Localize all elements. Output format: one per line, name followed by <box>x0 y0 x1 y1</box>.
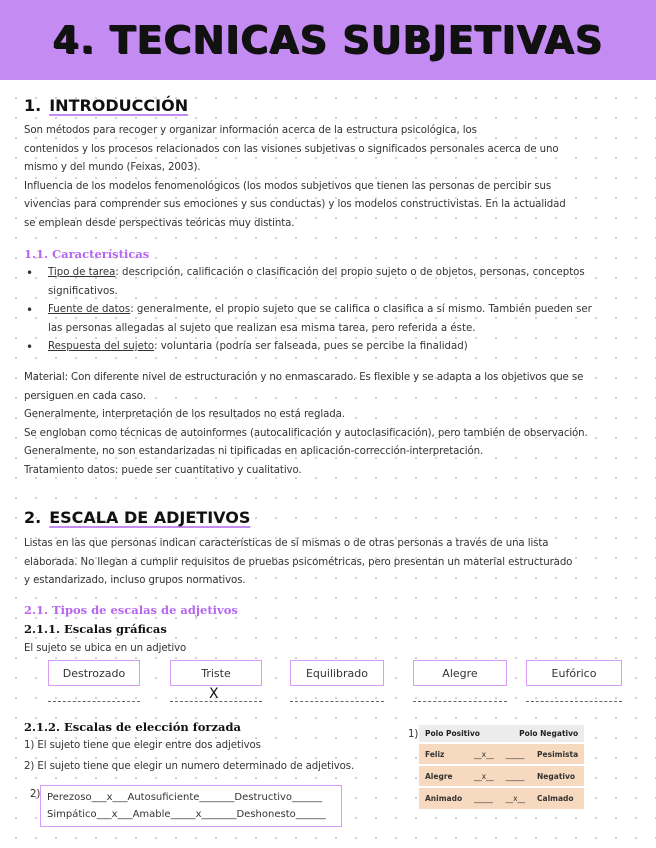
text-line: Generalmente, no son estandarizadas ni tipificadas en aplicación-corrección-interpretación. <box>24 446 484 457</box>
forzada-item: 1) El sujeto tiene que elegir entre dos adjetivos <box>24 740 261 751</box>
table-number: 1) <box>408 729 419 740</box>
table-cell: __x__ <box>468 743 499 765</box>
table-cell: _____ <box>500 743 531 765</box>
forced-choice-row: Simpático___x___Amable_____x_______Deshonesto______ <box>47 809 326 820</box>
section-title: ESCALA DE ADJETIVOS <box>49 508 251 527</box>
section-heading-introduccion <box>24 96 188 115</box>
text-line: persiguen en cada caso. <box>24 390 146 402</box>
heading-escalas-graficas: 2.1.1. Escalas gráficas <box>24 622 167 636</box>
characteristics-list <box>22 264 634 357</box>
adjective-box: Eufórico <box>526 660 622 686</box>
answer-line <box>526 701 622 702</box>
answer-line <box>290 701 384 702</box>
title-banner <box>0 0 656 80</box>
text-line: vivencias para comprender sus emociones y sus conductas) y los modelos constructivistas. En la actualidad <box>24 199 566 210</box>
bullet-term: Fuente de datos <box>48 304 131 315</box>
section-heading-escala <box>24 508 250 527</box>
text-line: se emplean desde perspectivas teóricas muy distinta. <box>24 217 295 229</box>
text-line: contenidos y los procesos relacionados con las visiones subjetivas o significados personales acerca de uno <box>24 143 559 155</box>
text-line: Son métodos para recoger y organizar información acerca de la estructura psicológica, los <box>24 125 477 136</box>
text-line: Generalmente, interpretación de los resultados no está reglada. <box>24 409 345 420</box>
adjective-box: Equilibrado <box>290 660 384 686</box>
section-number: 1. <box>24 96 42 115</box>
table-cell: Alegre <box>419 765 468 787</box>
bullet-text: : voluntaria (podría ser falseada, pues se percibe la finalidad) <box>154 341 468 352</box>
material-paragraph <box>24 369 636 480</box>
table-header-row <box>419 725 584 743</box>
bullet-text: : descripción, calificación o clasificación del propio sujeto o de objetos, personas, conceptos <box>115 267 585 278</box>
text-line: Listas en las que personas indican características de sí mismas o de otras personas a través de una lista <box>24 538 549 549</box>
answer-line <box>48 701 140 702</box>
text-line: y estandarizado, incluso grupos normativos. <box>24 575 246 586</box>
graficas-description: El sujeto se ubica en un adjetivo <box>24 643 187 654</box>
list-item <box>22 338 634 357</box>
text-line: mismo y del mundo (Feixas, 2003). <box>24 162 201 173</box>
table-cell: Negativo <box>531 765 584 787</box>
adjective-box: Alegre <box>413 660 507 686</box>
escala-paragraph <box>24 535 636 591</box>
box-number: 2) <box>30 789 41 800</box>
bullet-text-cont: significativos. <box>48 285 118 297</box>
header-cell: Polo Negativo <box>500 725 585 743</box>
text-line: Influencia de los modelos fenomenológicos (los modos subjetivos que tienen las personas de percibir sus <box>24 180 552 192</box>
section-title: INTRODUCCIÓN <box>49 96 189 115</box>
answer-line <box>413 701 507 702</box>
forced-choice-row: Perezoso___x___Autosuficiente_______Destructivo______ <box>47 792 323 803</box>
table-cell: _____ <box>468 787 499 809</box>
subsection-heading-caracteristicas: 1.1. Características <box>24 247 150 261</box>
intro-paragraph <box>24 122 634 233</box>
section-number: 2. <box>24 508 42 527</box>
table-cell: _____ <box>500 765 531 787</box>
adjective-box: Destrozado <box>48 660 140 686</box>
heading-eleccion-forzada: 2.1.2. Escalas de elección forzada <box>24 720 241 734</box>
table-cell: __x__ <box>468 765 499 787</box>
text-line: elaborada. No llegan a cumplir requisitos de pruebas psicométricas, pero presentan un material estructurado <box>24 556 573 568</box>
table-row <box>419 743 584 765</box>
table-cell: Animado <box>419 787 468 809</box>
forzada-item: 2) El sujeto tiene que elegir un numero determinado de adjetivos. <box>24 761 355 772</box>
table-cell: Calmado <box>531 787 584 809</box>
page-title: 4. TECNICAS SUBJETIVAS <box>52 18 604 62</box>
subsection-heading-tipos: 2.1. Tipos de escalas de adjetivos <box>24 603 238 617</box>
selection-mark: X <box>209 686 219 702</box>
table-row <box>419 787 584 809</box>
bullet-text: : generalmente, el propio sujeto que se califica o clasifica a sí mismo. También pueden ser <box>130 304 592 315</box>
table-cell: __x__ <box>500 787 531 809</box>
table-row <box>419 765 584 787</box>
text-line: Tratamiento datos: puede ser cuantitativo y cualitativo. <box>24 464 302 476</box>
forced-choice-box <box>40 785 342 827</box>
polarity-table <box>419 725 584 809</box>
bullet-term: Tipo de tarea <box>48 267 116 278</box>
list-item <box>22 264 634 301</box>
table-cell: Pesimista <box>531 743 584 765</box>
header-cell: Polo Positivo <box>419 725 500 743</box>
text-line: Se engloban como técnicas de autoinformes (autocalificación y autoclasificación), pero también de observación. <box>24 427 588 439</box>
bullet-term: Respuesta del sujeto <box>48 341 155 352</box>
adjective-box: Triste <box>170 660 262 686</box>
bullet-text-cont: las personas allegadas al sujeto que realizan esa misma tarea, pero referida a éste. <box>48 322 476 334</box>
text-line: Material: Con diferente nivel de estructuración y no enmascarado. Es flexible y se adapta a los objetivos que se <box>24 372 584 383</box>
list-item <box>22 301 634 338</box>
table-cell: Feliz <box>419 743 468 765</box>
